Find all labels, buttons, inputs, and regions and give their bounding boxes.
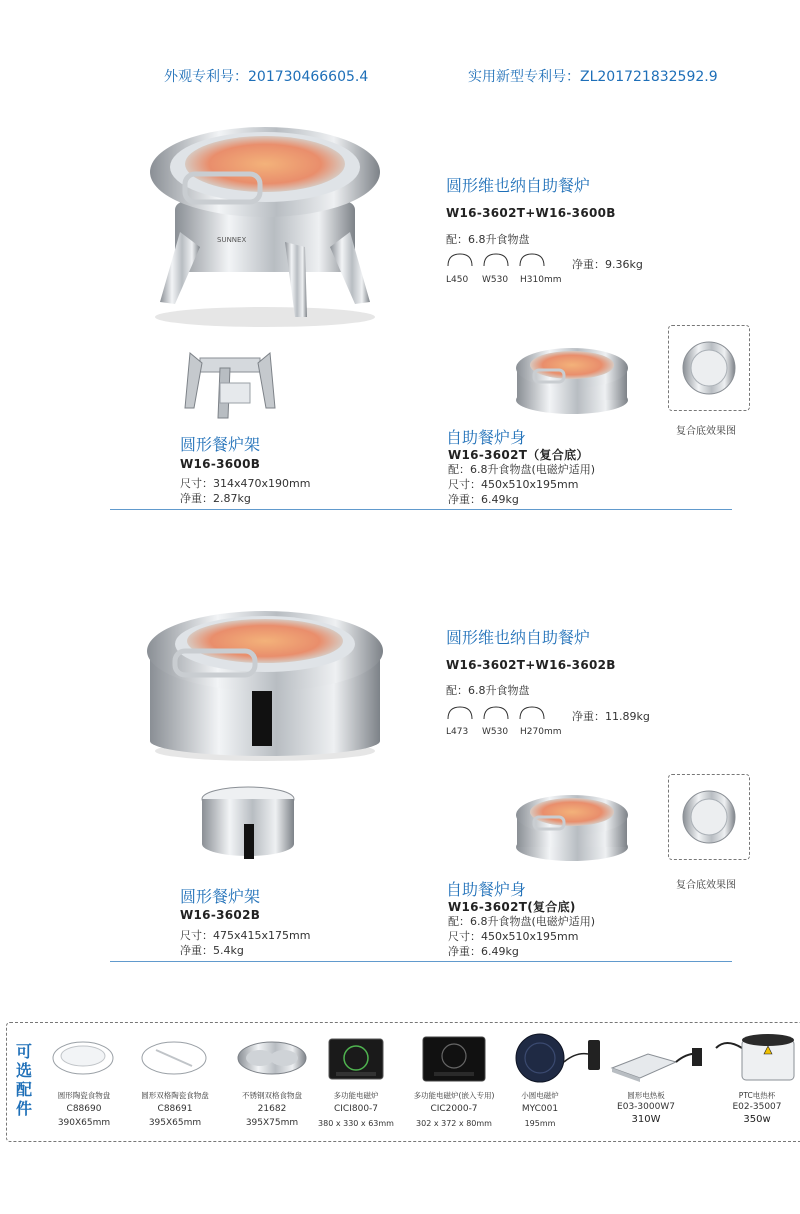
double-ceramic-pan-image (138, 1034, 210, 1084)
heading-char: 配 (16, 1080, 33, 1099)
base-effect-frame (668, 325, 750, 411)
dimension-icons (446, 250, 556, 272)
round-hot-plate-image (608, 1032, 708, 1084)
section-divider-2 (110, 961, 732, 962)
acc-size-5: 302 x 372 x 80mm (416, 1119, 492, 1128)
induction-cooker-image (326, 1036, 386, 1082)
body-weight-2: 净重：6.49kg (448, 945, 519, 958)
heading-char: 选 (16, 1061, 33, 1080)
base-effect-caption-2: 复合底效果图 (676, 880, 736, 891)
acc-size-6: 195mm (524, 1119, 556, 1128)
steel-double-pan-image (234, 1034, 310, 1084)
heading-char: 件 (16, 1099, 33, 1118)
mini-induction-cooker-image (506, 1032, 606, 1084)
set-title: 圆形维也纳自助餐炉 (446, 176, 591, 195)
stand-size: 尺寸：314x470x190mm (180, 477, 311, 490)
body-size-2: 尺寸：450x510x195mm (448, 930, 579, 943)
acc-size-8: 350w (743, 1114, 771, 1125)
acc-size-2: 395X65mm (148, 1118, 202, 1128)
body-title: 自助餐炉身 (446, 428, 527, 447)
acc-name-2: 圆形双格陶瓷食物盘 (141, 1091, 209, 1100)
base-effect-caption: 复合底效果图 (676, 426, 736, 437)
composite-base-image (669, 326, 749, 410)
dim-height-2: H270mm (520, 727, 562, 737)
dimension-arrow-icon-2 (446, 703, 556, 721)
acc-name-4: 多功能电磁炉 (333, 1091, 379, 1100)
dim-length: L450 (446, 275, 469, 285)
acc-name-8: PTC电热杯 (738, 1091, 776, 1100)
set-weight-2: 净重：11.89kg (572, 710, 650, 723)
body-title-2: 自助餐炉身 (446, 880, 527, 899)
acc-code-2: C88691 (157, 1104, 193, 1114)
set-model-2: W16-3602T+W16-3602B (446, 658, 616, 672)
acc-name-3: 不锈钢双格食物盘 (242, 1091, 302, 1100)
acc-code-5: CIC2000-7 (430, 1104, 478, 1114)
ceramic-pan-image (50, 1034, 116, 1084)
chafer-body-3602t-image-2 (512, 785, 632, 865)
set-title-2: 圆形维也纳自助餐炉 (446, 628, 591, 647)
chafer-body-3602t-image (512, 338, 632, 418)
set-weight: 净重：9.36kg (572, 258, 643, 271)
stand-model-2: W16-3602B (180, 908, 261, 922)
stand-weight: 净重：2.87kg (180, 492, 251, 505)
stand-title-2: 圆形餐炉架 (180, 887, 261, 906)
builtin-induction-cooker-image (420, 1034, 488, 1084)
acc-code-8: E02-35007 (732, 1102, 782, 1112)
body-weight: 净重：6.49kg (448, 493, 519, 506)
acc-code-7: E03-3000W7 (617, 1102, 675, 1112)
body-pan: 配：6.8升食物盘(电磁炉适用) (448, 463, 596, 476)
round-stand-3602b-image (198, 784, 298, 864)
acc-name-5: 多功能电磁炉(嵌入专用) (413, 1091, 495, 1100)
body-size: 尺寸：450x510x195mm (448, 478, 579, 491)
acc-name-6: 小圆电磁炉 (521, 1091, 559, 1100)
set-pan-2: 配：6.8升食物盘 (446, 684, 530, 697)
round-stand-3600b-image (180, 338, 280, 423)
stand-weight-2: 净重：5.4kg (180, 944, 244, 957)
base-effect-frame-2 (668, 774, 750, 860)
chafer-with-round-stand-image (140, 596, 390, 766)
dim-length-2: L473 (446, 727, 469, 737)
composite-base-image-2 (669, 775, 749, 859)
acc-size-4: 380 x 330 x 63mm (318, 1119, 394, 1128)
acc-size-3: 395X75mm (245, 1118, 299, 1128)
acc-code-3: 21682 (257, 1104, 287, 1114)
utility-patent: 实用新型专利号：ZL201721832592.9 (468, 69, 718, 85)
dimension-arrow-icon (446, 250, 556, 268)
acc-size-1: 390X65mm (57, 1118, 111, 1128)
body-model: W16-3602T（复合底） (448, 448, 589, 462)
acc-name-1: 圆形陶瓷食物盘 (57, 1091, 111, 1100)
dim-width-2: W530 (482, 727, 509, 737)
chafer-with-stand-image (135, 112, 395, 332)
acc-code-6: MYC001 (521, 1104, 559, 1114)
stand-model: W16-3600B (180, 457, 261, 471)
brand-mark: SUNNEX (217, 236, 247, 244)
body-pan-2: 配：6.8升食物盘(电磁炉适用) (448, 915, 596, 928)
set-model: W16-3602T+W16-3600B (446, 206, 616, 220)
stand-size-2: 尺寸：475x415x175mm (180, 929, 311, 942)
body-model-2: W16-3602T(复合底) (448, 900, 576, 914)
acc-code-1: C88690 (66, 1104, 102, 1114)
stand-title: 圆形餐炉架 (180, 435, 261, 454)
accessories-heading (16, 1042, 38, 1118)
acc-name-7: 圆形电热板 (627, 1091, 665, 1100)
heading-char: 可 (16, 1042, 33, 1061)
dim-height: H310mm (520, 275, 562, 285)
acc-size-7: 310W (631, 1114, 661, 1125)
dimension-icons-2 (446, 703, 556, 725)
acc-code-4: CICI800-7 (333, 1104, 379, 1114)
dim-width: W530 (482, 275, 509, 285)
ptc-heating-cup-image (712, 1028, 800, 1086)
design-patent: 外观专利号：201730466605.4 (164, 69, 369, 85)
section-divider (110, 509, 732, 510)
set-pan: 配：6.8升食物盘 (446, 233, 530, 246)
